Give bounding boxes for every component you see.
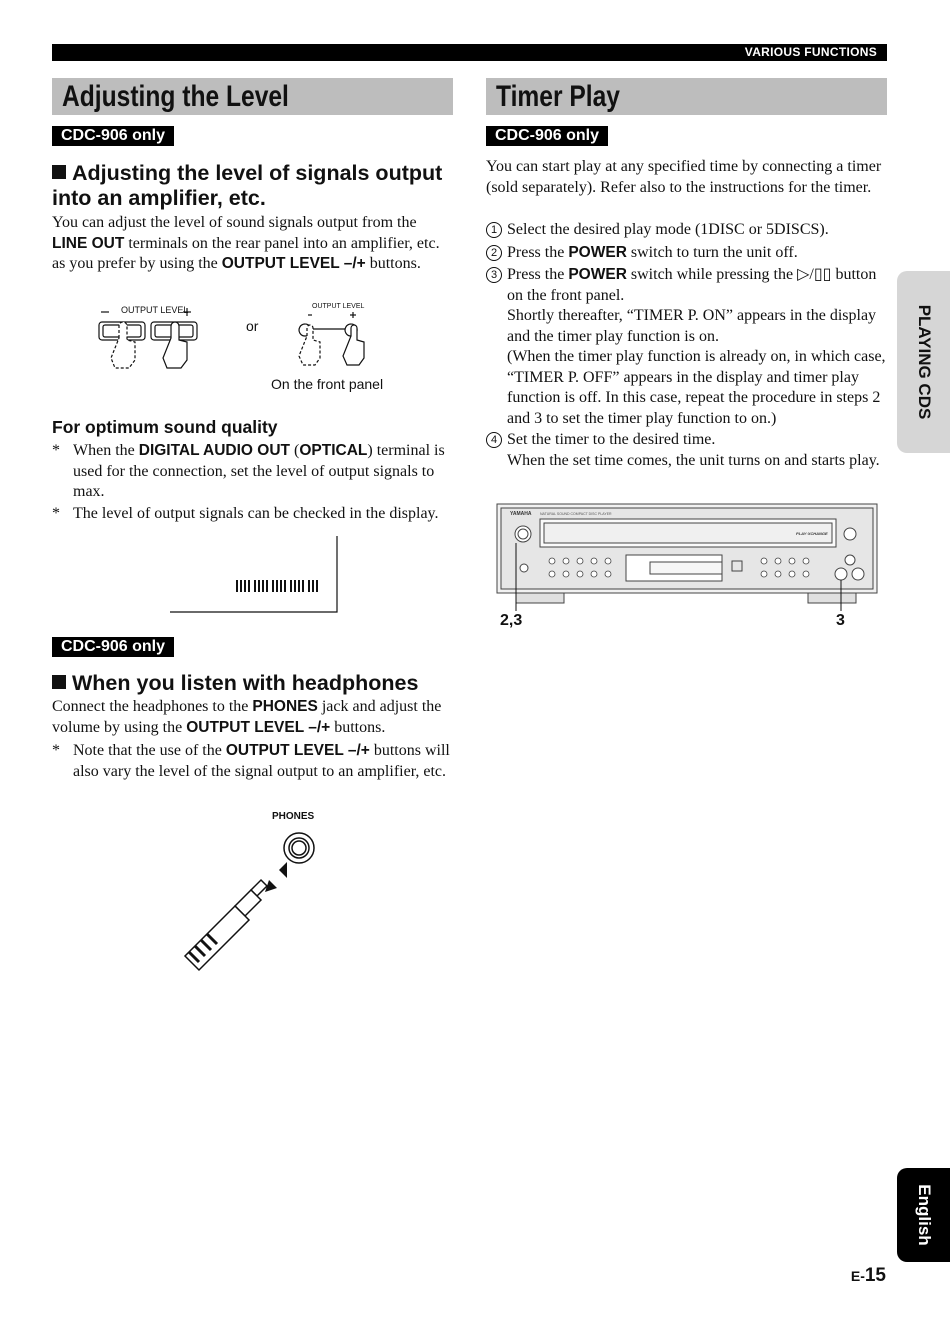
text: (	[290, 442, 300, 459]
step-text: Press the	[507, 266, 569, 283]
note-digital-out	[52, 441, 454, 503]
text: terminals on the rear panel into an amplifier, etc. as you prefer by using the	[52, 234, 440, 272]
paragraph-timer-intro: You can start play at any specified time by connecting a timer (sold separately). Refer also to the instructions for the timer.	[486, 158, 882, 196]
page-number	[851, 1265, 886, 1287]
step-text: switch to turn the unit off.	[626, 244, 798, 261]
subheading-text: When you listen with headphones	[72, 671, 419, 695]
step-1	[486, 220, 888, 241]
output-level-label: OUTPUT LEVEL	[121, 305, 189, 315]
text: buttons will also vary the level of the signal output to an amplifier, etc.	[73, 742, 450, 780]
device-badge: PLAY·XCHANGE	[796, 531, 828, 536]
step-3	[486, 265, 888, 429]
text: Connect the headphones to the	[52, 698, 253, 715]
note-display-check	[52, 504, 462, 525]
output-level-label-small: OUTPUT LEVEL	[312, 303, 365, 310]
text: ) terminal is used for the connection, set the level of output signals to max.	[73, 442, 445, 500]
subheading-headphones	[52, 671, 462, 696]
square-bullet-icon	[52, 675, 66, 689]
section-heading-adjusting-level	[52, 78, 453, 115]
section-heading-timer-play	[486, 78, 887, 115]
text: buttons.	[365, 255, 421, 272]
text-bold: PHONES	[252, 698, 318, 715]
step-4	[486, 430, 888, 471]
text: The level of output signals can be checked in the display.	[73, 505, 439, 522]
page-number-value: 15	[864, 1265, 886, 1286]
header-section-label: VARIOUS FUNCTIONS	[744, 45, 877, 59]
model-tag: CDC-906 only	[52, 637, 174, 657]
subheading-optimum: For optimum sound quality	[52, 417, 278, 437]
page-number-prefix: E-	[850, 1268, 865, 1284]
device-model-text: NATURAL SOUND COMPACT DISC PLAYER	[540, 512, 612, 516]
side-tab-language	[897, 1168, 950, 1262]
step-2	[486, 243, 888, 264]
callout-power-label: 2,3	[500, 612, 523, 629]
text: buttons.	[330, 718, 386, 736]
asterisk: *	[52, 505, 60, 522]
callout-play-label: 3	[836, 612, 845, 629]
step-detail: (When the timer play function is already on, in which case, “TIMER P. OFF” appears in the display and timer play function is off. In this case, repeat the procedure in steps 2 and 3 to set the timer play function to on.)	[507, 348, 886, 427]
device-brand: YAMAHA	[510, 511, 532, 517]
step-number: 4	[486, 432, 502, 448]
text-bold: LINE OUT	[52, 234, 125, 252]
step-text-bold: POWER	[568, 244, 627, 261]
step-text: Press the	[507, 244, 569, 261]
text-bold: OUTPUT LEVEL –/+	[225, 742, 370, 759]
step-text: Set the timer to the desired time.	[507, 431, 716, 448]
level-meter-display-illustration	[170, 536, 340, 614]
figure-caption: On the front panel	[271, 376, 384, 392]
text: jack and adjust the volume by using the	[52, 698, 442, 736]
subheading-text: Adjusting the level of signals output into an amplifier, etc.	[52, 161, 443, 210]
subheading-adjust-output	[52, 161, 462, 211]
text-bold: OUTPUT LEVEL –/+	[186, 718, 331, 736]
section-title: Adjusting the Level	[62, 80, 289, 113]
step-number: 3	[486, 267, 502, 283]
step-number: 1	[486, 222, 502, 238]
text: Note that the use of the	[73, 742, 226, 759]
cd-player-front-panel-illustration	[496, 503, 880, 611]
step-text-bold: POWER	[568, 266, 627, 283]
step-detail: When the set time comes, the unit turns on and starts play.	[507, 451, 880, 469]
text-bold: OPTICAL	[299, 442, 368, 459]
section-title: Timer Play	[496, 80, 620, 113]
phones-label: PHONES	[272, 811, 315, 822]
side-tab-label: English	[914, 1184, 934, 1246]
or-label: or	[246, 318, 259, 334]
asterisk: *	[52, 442, 60, 459]
paragraph-headphones	[52, 697, 454, 738]
step-text: switch while pressing the ▷/▯▯ button on the front panel.	[507, 266, 877, 304]
note-output-level	[52, 741, 454, 782]
text: You can adjust the level of sound signals output from the	[52, 214, 417, 231]
headphone-plug-illustration	[175, 828, 325, 973]
side-tab-playing-cds	[897, 271, 950, 453]
side-tab-label: PLAYING CDS	[914, 304, 934, 420]
step-text: Select the desired play mode (1DISC or 5DISCS).	[507, 221, 829, 238]
header-bar	[52, 44, 887, 61]
text-bold: DIGITAL AUDIO OUT	[138, 442, 291, 459]
model-tag: CDC-906 only	[486, 126, 608, 146]
text-bold: OUTPUT LEVEL –/+	[221, 255, 366, 272]
step-number: 2	[486, 245, 502, 261]
paragraph-adjust	[52, 213, 454, 275]
step-detail: Shortly thereafter, “TIMER P. ON” appears in the display and the timer play function is on.	[507, 307, 877, 345]
asterisk: *	[52, 742, 60, 759]
square-bullet-icon	[52, 165, 66, 179]
model-tag: CDC-906 only	[52, 126, 174, 146]
text: When the	[73, 442, 139, 459]
